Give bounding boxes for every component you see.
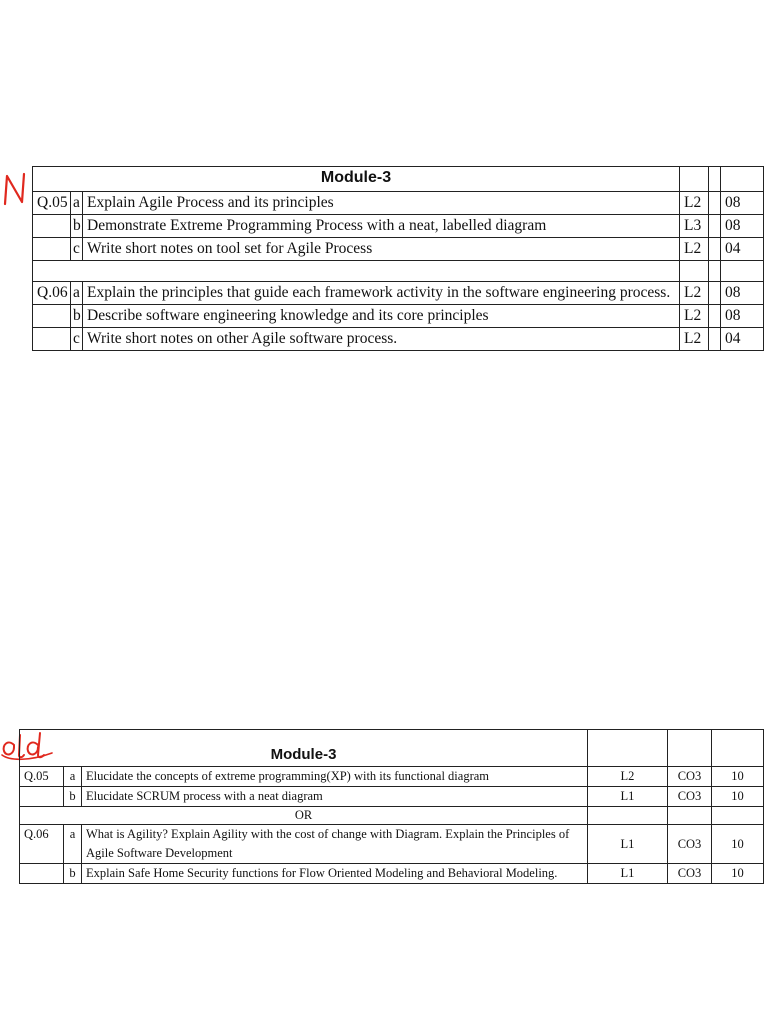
marks: 10 (712, 787, 764, 807)
bloom-level: L2 (588, 767, 668, 787)
sub-part: a (64, 825, 82, 864)
question-text: Write short notes on other Agile software process. (83, 328, 680, 351)
bloom-level: L2 (680, 238, 709, 261)
handwritten-new-mark (0, 170, 30, 210)
sub-part: c (71, 238, 83, 261)
sub-part: b (71, 305, 83, 328)
bloom-level: L3 (680, 215, 709, 238)
module-header-row (20, 730, 764, 767)
or-label: OR (20, 807, 588, 825)
sub-part: b (64, 864, 82, 884)
module-title: Module-3 (33, 167, 680, 192)
module-header-row (33, 167, 764, 192)
old-paper-module-3-table (19, 729, 764, 884)
table-row (33, 328, 764, 351)
bloom-level: L2 (680, 282, 709, 305)
table-row (20, 825, 764, 864)
question-text: What is Agility? Explain Agility with the cost of change with Diagram. Explain the Principles of Agile Software Development (82, 825, 588, 864)
course-outcome: CO3 (668, 825, 712, 864)
question-text: Write short notes on tool set for Agile Process (83, 238, 680, 261)
table-row (20, 864, 764, 884)
table-row (33, 215, 764, 238)
marks: 08 (721, 192, 764, 215)
question-text: Elucidate the concepts of extreme programming(XP) with its functional diagram (82, 767, 588, 787)
table-row (20, 787, 764, 807)
course-outcome: CO3 (668, 787, 712, 807)
sub-part: b (64, 787, 82, 807)
table-row (33, 305, 764, 328)
marks: 08 (721, 215, 764, 238)
sub-part: a (71, 192, 83, 215)
course-outcome: CO3 (668, 767, 712, 787)
question-number: Q.06 (33, 282, 71, 305)
question-text: Elucidate SCRUM process with a neat diagram (82, 787, 588, 807)
bloom-level: L2 (680, 192, 709, 215)
marks: 10 (712, 864, 764, 884)
sub-part: c (71, 328, 83, 351)
marks: 04 (721, 328, 764, 351)
marks: 08 (721, 305, 764, 328)
marks: 08 (721, 282, 764, 305)
bloom-level: L2 (680, 328, 709, 351)
bloom-level: L1 (588, 864, 668, 884)
sub-part: a (71, 282, 83, 305)
sub-part: a (64, 767, 82, 787)
module-title: Module-3 (20, 730, 588, 767)
sub-part: b (71, 215, 83, 238)
separator-row (33, 261, 764, 282)
bloom-level: L2 (680, 305, 709, 328)
or-row (20, 807, 764, 825)
bloom-level: L1 (588, 825, 668, 864)
bloom-level: L1 (588, 787, 668, 807)
table-row (33, 238, 764, 261)
new-paper-module-3-table (32, 166, 764, 351)
question-text: Explain Safe Home Security functions for Flow Oriented Modeling and Behavioral Modeling. (82, 864, 588, 884)
table-row (33, 192, 764, 215)
question-text: Describe software engineering knowledge and its core principles (83, 305, 680, 328)
table-row (20, 767, 764, 787)
course-outcome: CO3 (668, 864, 712, 884)
table-row (33, 282, 764, 305)
question-number: Q.05 (33, 192, 71, 215)
question-number: Q.06 (20, 825, 64, 864)
question-text: Demonstrate Extreme Programming Process with a neat, labelled diagram (83, 215, 680, 238)
question-text: Explain the principles that guide each framework activity in the software engineering process. (83, 282, 680, 305)
question-number: Q.05 (20, 767, 64, 787)
marks: 10 (712, 825, 764, 864)
marks: 10 (712, 767, 764, 787)
question-text: Explain Agile Process and its principles (83, 192, 680, 215)
marks: 04 (721, 238, 764, 261)
